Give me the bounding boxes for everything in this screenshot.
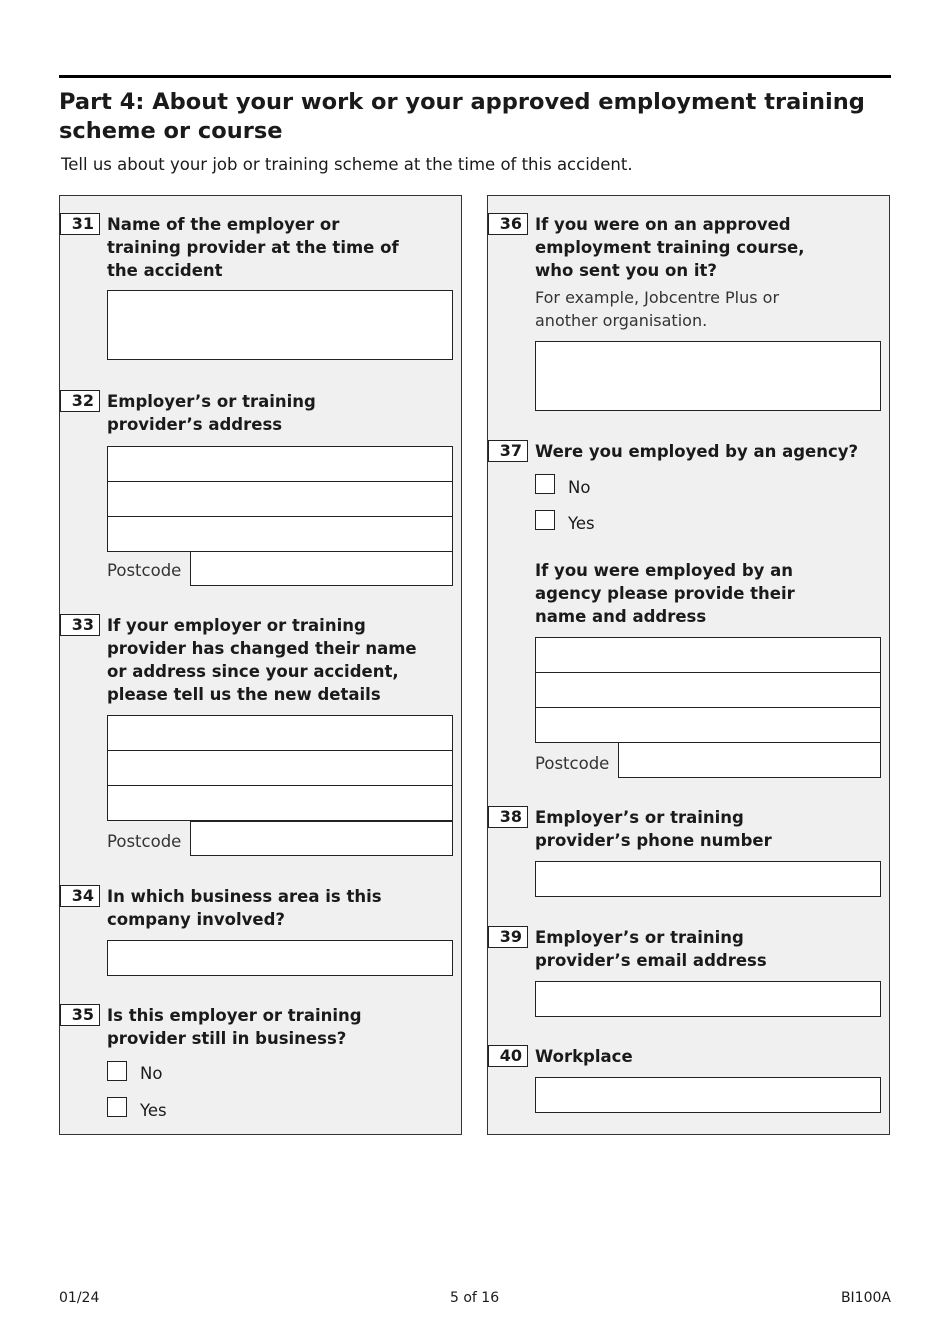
question-35-label: Is this employer or training provider still in business? <box>107 1006 362 1048</box>
still-in-business-yes-checkbox[interactable] <box>107 1097 127 1117</box>
right-column <box>487 195 890 1135</box>
agency-yes-checkbox[interactable] <box>535 510 555 530</box>
question-number-37: 37 <box>488 440 528 462</box>
footer-date: 01/24 <box>59 1290 100 1306</box>
page-title: Part 4: About your work or your approved employment training scheme or course <box>59 89 865 144</box>
agency-postcode-field[interactable] <box>618 742 881 778</box>
question-number-38: 38 <box>488 806 528 828</box>
question-number-32: 32 <box>60 390 100 412</box>
question-31-label: Name of the employer or training provider at the time of the accident <box>107 215 399 280</box>
postcode-label: Postcode <box>107 832 182 851</box>
agency-no-label: No <box>568 478 591 497</box>
footer-page-number: 5 of 16 <box>450 1290 500 1306</box>
agency-yes-label: Yes <box>568 514 595 533</box>
question-number-33: 33 <box>60 614 100 636</box>
question-34-label: In which business area is this company involved? <box>107 887 382 929</box>
question-number-34: 34 <box>60 885 100 907</box>
employer-address-line-2[interactable] <box>107 481 453 517</box>
question-number-40: 40 <box>488 1045 528 1067</box>
business-area-field[interactable] <box>107 940 453 976</box>
question-39-label: Employer’s or training provider’s email address <box>535 928 767 970</box>
employer-postcode-field[interactable] <box>190 551 453 586</box>
training-referrer-field[interactable] <box>535 341 881 411</box>
still-in-business-no-checkbox[interactable] <box>107 1061 127 1081</box>
question-40-label: Workplace <box>535 1047 633 1066</box>
postcode-label: Postcode <box>107 561 182 580</box>
question-number-31: 31 <box>60 213 100 235</box>
page-subtitle: Tell us about your job or training scheme at the time of this accident. <box>61 155 633 174</box>
workplace-field[interactable] <box>535 1077 881 1113</box>
footer-form-code: BI100A <box>840 1290 891 1306</box>
question-33-label: If your employer or training provider has changed their name or address since your accident, please tell us the new details <box>107 616 417 704</box>
question-number-36: 36 <box>488 213 528 235</box>
employer-address-line-1[interactable] <box>107 446 453 482</box>
new-postcode-field[interactable] <box>190 821 453 856</box>
question-37-label: Were you employed by an agency? <box>535 442 859 461</box>
question-38-label: Employer’s or training provider’s phone number <box>535 808 772 850</box>
agency-address-line-3[interactable] <box>535 707 881 743</box>
new-address-line-3[interactable] <box>107 785 453 821</box>
left-column <box>59 195 462 1135</box>
phone-number-field[interactable] <box>535 861 881 897</box>
still-in-business-no-label: No <box>140 1064 163 1083</box>
top-rule <box>59 75 891 78</box>
question-number-35: 35 <box>60 1004 100 1026</box>
agency-no-checkbox[interactable] <box>535 474 555 494</box>
employer-address-line-3[interactable] <box>107 516 453 552</box>
email-address-field[interactable] <box>535 981 881 1017</box>
agency-address-line-2[interactable] <box>535 672 881 708</box>
question-number-39: 39 <box>488 926 528 948</box>
agency-address-line-1[interactable] <box>535 637 881 673</box>
question-36-label: If you were on an approved employment training course, who sent you on it? <box>535 215 805 280</box>
still-in-business-yes-label: Yes <box>140 1101 167 1120</box>
new-address-line-1[interactable] <box>107 715 453 751</box>
postcode-label: Postcode <box>535 754 610 773</box>
question-36-hint: For example, Jobcentre Plus or another organisation. <box>535 288 780 330</box>
employer-name-field[interactable] <box>107 290 453 360</box>
question-32-label: Employer’s or training provider’s address <box>107 392 316 434</box>
agency-followup-label: If you were employed by an agency please provide their name and address <box>535 561 795 626</box>
new-address-line-2[interactable] <box>107 750 453 786</box>
